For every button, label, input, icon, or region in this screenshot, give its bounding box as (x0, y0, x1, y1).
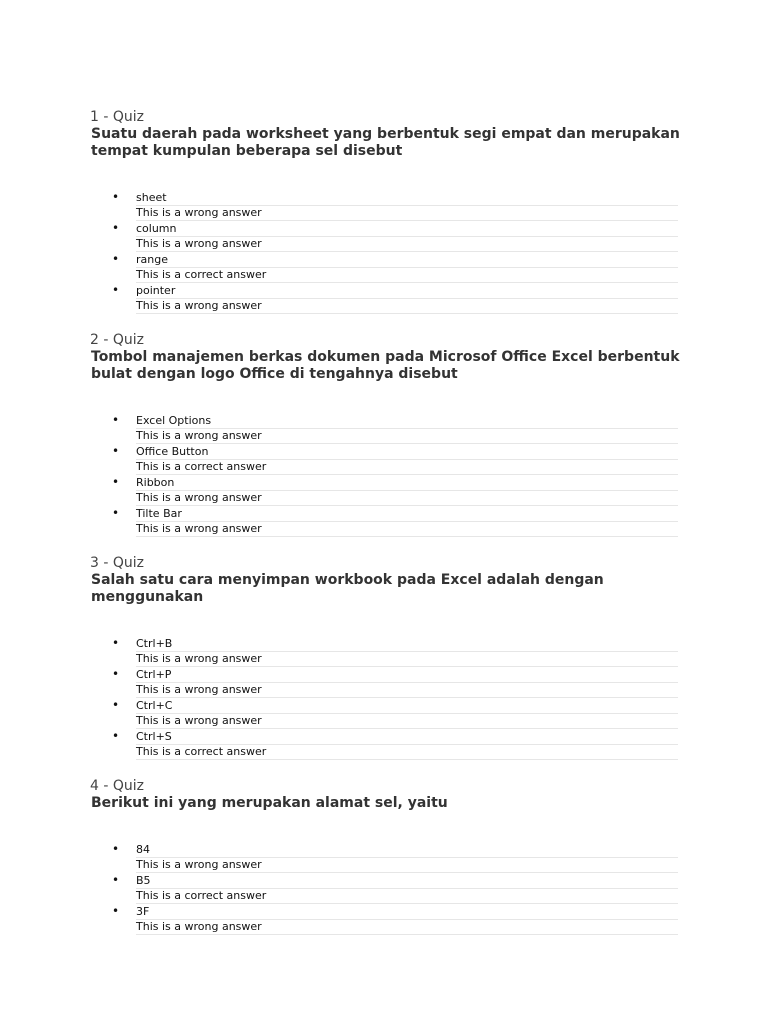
quiz-question: Salah satu cara menyimpan workbook pada Excel adalah dengan menggunakan (91, 572, 604, 605)
bullet-icon: • (112, 221, 120, 235)
answer-feedback: This is a correct answer (136, 888, 678, 904)
answer-feedback: This is a wrong answer (136, 713, 678, 729)
answer-option: 84 (136, 843, 150, 856)
answer-item (91, 444, 681, 475)
answer-item (91, 904, 681, 935)
answer-feedback: This is a wrong answer (136, 521, 678, 537)
quiz-1 (91, 109, 681, 314)
quiz-label: 4 - Quiz (90, 778, 144, 794)
answer-option: 3F (136, 905, 150, 918)
bullet-icon: • (112, 873, 120, 887)
quiz-label: 3 - Quiz (90, 555, 144, 571)
answer-item (91, 252, 681, 283)
answer-option: Ctrl+P (136, 668, 172, 681)
answer-option: Ctrl+B (136, 637, 173, 650)
bullet-icon: • (112, 190, 120, 204)
answer-list (91, 413, 681, 537)
quiz-2 (91, 332, 681, 537)
quiz-4 (91, 778, 681, 935)
answer-option: Tilte Bar (136, 507, 182, 520)
bullet-icon: • (112, 842, 120, 856)
quiz-spacer (91, 760, 681, 778)
answer-item (91, 667, 681, 698)
answer-item (91, 729, 681, 760)
answer-item (91, 506, 681, 537)
answer-item (91, 221, 681, 252)
bullet-icon: • (112, 636, 120, 650)
bullet-icon: • (112, 252, 120, 266)
quiz-3 (91, 555, 681, 760)
answer-item (91, 698, 681, 729)
quiz-question: Tombol manajemen berkas dokumen pada Microsof Office Excel berbentuk bulat dengan logo Office di tengahnya disebut (91, 349, 680, 382)
answer-item (91, 190, 681, 221)
bullet-icon: • (112, 698, 120, 712)
bullet-icon: • (112, 667, 120, 681)
answer-feedback: This is a wrong answer (136, 857, 678, 873)
bullet-icon: • (112, 904, 120, 918)
answer-feedback: This is a wrong answer (136, 205, 678, 221)
quiz-label: 1 - Quiz (90, 109, 144, 125)
quiz-label: 2 - Quiz (90, 332, 144, 348)
answer-option: Ribbon (136, 476, 175, 489)
answer-item (91, 413, 681, 444)
answer-option: Excel Options (136, 414, 212, 427)
quiz-spacer (91, 537, 681, 555)
bullet-icon: • (112, 413, 120, 427)
answer-feedback: This is a correct answer (136, 267, 678, 283)
answer-list (91, 636, 681, 760)
answer-option: Ctrl+C (136, 699, 173, 712)
bullet-icon: • (112, 283, 120, 297)
answer-feedback: This is a correct answer (136, 459, 678, 475)
quiz-spacer (91, 314, 681, 332)
answer-item (91, 842, 681, 873)
answer-item (91, 636, 681, 667)
answer-item (91, 873, 681, 904)
answer-list (91, 842, 681, 935)
bullet-icon: • (112, 475, 120, 489)
answer-feedback: This is a wrong answer (136, 236, 678, 252)
answer-option: B5 (136, 874, 151, 887)
quiz-question: Berikut ini yang merupakan alamat sel, yaitu (91, 795, 448, 811)
answer-option: range (136, 253, 168, 266)
answer-item (91, 475, 681, 506)
answer-option: Office Button (136, 445, 209, 458)
answer-option: column (136, 222, 177, 235)
answer-feedback: This is a wrong answer (136, 428, 678, 444)
answer-feedback: This is a wrong answer (136, 298, 678, 314)
answer-feedback: This is a wrong answer (136, 919, 678, 935)
bullet-icon: • (112, 444, 120, 458)
answer-feedback: This is a wrong answer (136, 651, 678, 667)
answer-feedback: This is a wrong answer (136, 682, 678, 698)
answer-option: sheet (136, 191, 167, 204)
answer-item (91, 283, 681, 314)
answer-feedback: This is a wrong answer (136, 490, 678, 506)
bullet-icon: • (112, 729, 120, 743)
answer-option: Ctrl+S (136, 730, 172, 743)
answer-option: pointer (136, 284, 176, 297)
answer-feedback: This is a correct answer (136, 744, 678, 760)
quiz-question: Suatu daerah pada worksheet yang berbentuk segi empat dan merupakan tempat kumpulan beberapa sel disebut (91, 126, 680, 159)
quiz-document (91, 109, 681, 935)
bullet-icon: • (112, 506, 120, 520)
answer-list (91, 190, 681, 314)
